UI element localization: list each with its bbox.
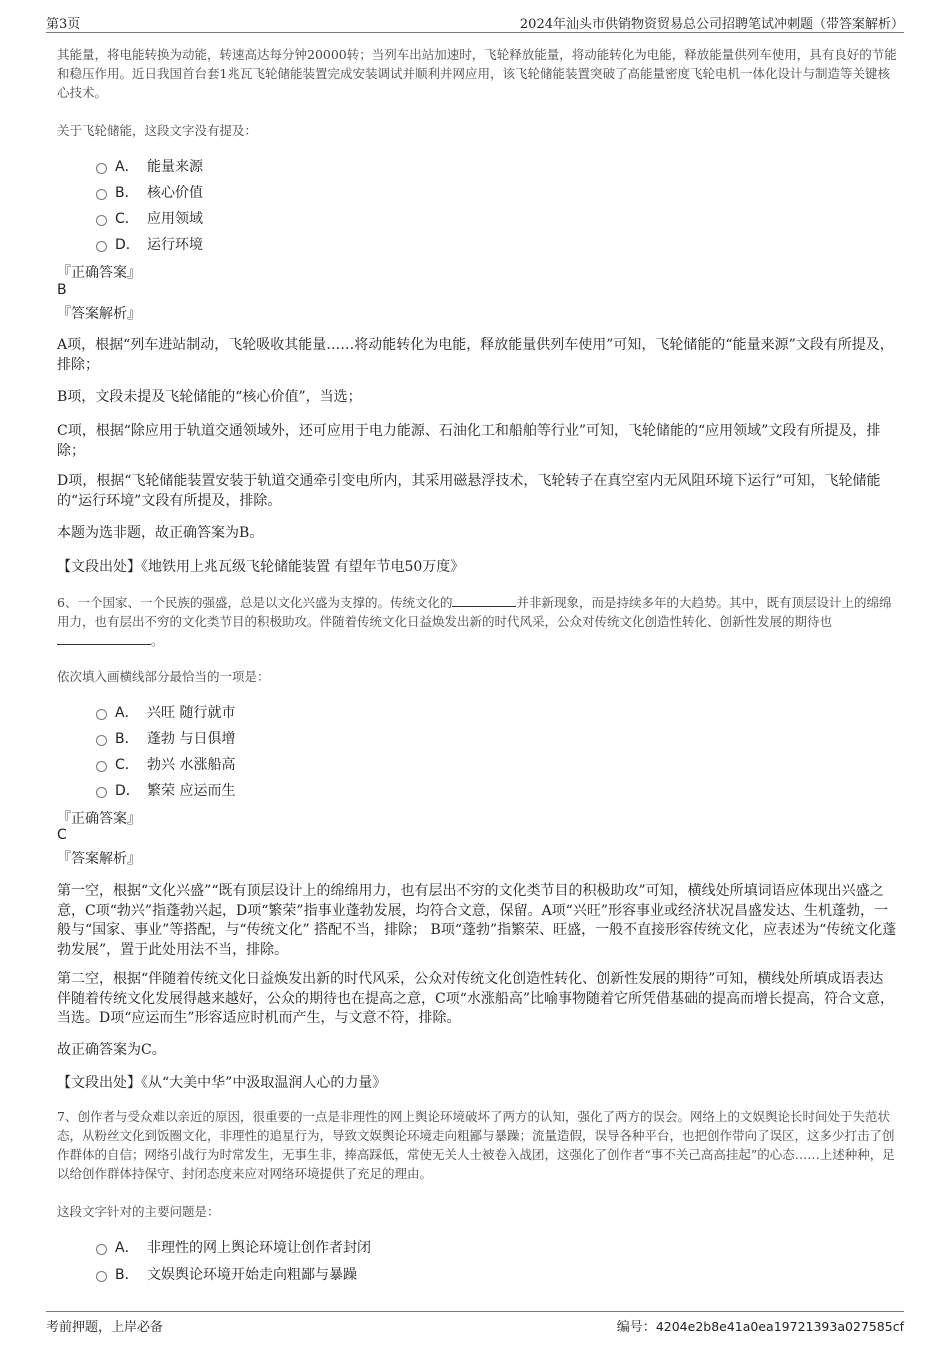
q6-stem: 依次填入画横线部分最恰当的一项是： [57,669,270,684]
radio-icon[interactable] [96,735,107,746]
q5-analysis-label: 『答案解析』 [57,306,141,322]
q7-stem: 这段文字针对的主要问题是： [57,1204,220,1219]
fill-blank-2 [57,632,151,645]
q6-conclusion: 故正确答案为C。 [57,1042,166,1058]
q6-source: 【文段出处】《从“大美中华”中汲取温润人心的力量》 [57,1075,387,1091]
fill-blank-1 [452,594,516,607]
q5-analysis-b: B项，文段未提及飞轮储能的“核心价值”，当选； [57,389,362,405]
page-footer [46,1311,904,1336]
q5-analysis-a: A项，根据“列车进站制动，飞轮吸收其能量……将动能转化为电能，释放能量供列车使用”可知，飞轮储能的“能量来源”文段有所提及，排除； [57,337,894,373]
q6-option-a[interactable]: A． 兴旺 随行就市 [96,702,235,722]
q5-stem: 关于飞轮储能，这段文字没有提及： [57,123,258,138]
q5-analysis-c: C项，根据“除应用于轨道交通领域外，还可应用于电力能源、石油化工和船舶等行业”可知，飞轮储能的“应用领域”文段有所提及，排除； [57,423,881,459]
document-title: 2024年汕头市供销物资贸易总公司招聘笔试冲刺题（带答案解析） [519,17,904,32]
q5-analysis-d: D项，根据“飞轮储能装置安装于轨道交通牵引变电所内，其采用磁悬浮技术，飞轮转子在真空室内无风阻环境下运行”可知，飞轮储能的“运行环境”文段有所提及，排除。 [57,473,881,509]
q7-passage: 7、创作者与受众难以亲近的原因，很重要的一点是非理性的网上舆论环境破坏了两方的认知，强化了两方的误会。网络上的文娱舆论长时间处于失范状态，从粉丝文化到饭圈文化，非理性的追星行为，导致文娱舆论环境走向粗鄙与暴躁；流量造假，误导各种平台，也把创作带向了误区，这多少打击了创作群体的自信；网络引战行为时常发生，无事生非，捧高踩低，常使无关人士被卷入战团，这强化了创作者“事不关己高高挂起”的心态……上述种种，足以给创作群体持保守、封闭态度来应对网络环境提供了充足的理由。 [57,1109,895,1181]
radio-icon[interactable] [96,787,107,798]
q5-option-a[interactable]: A． 能量来源 [96,156,203,176]
footer-slogan: 考前押题，上岸必备 [46,1320,164,1335]
page-number: 第3页 [46,17,81,32]
radio-icon[interactable] [96,241,107,252]
q5-source: 【文段出处】《地铁用上兆瓦级飞轮储能装置 有望年节电50万度》 [57,559,465,575]
radio-icon[interactable] [96,215,107,226]
radio-icon[interactable] [96,1244,107,1255]
q5-option-b[interactable]: B． 核心价值 [96,182,203,202]
footer-code: 编号：4204e2b8e41a0ea19721393a027585cf [616,1319,904,1335]
q7-option-a[interactable]: A． 非理性的网上舆论环境让创作者封闭 [96,1237,371,1257]
radio-icon[interactable] [96,709,107,720]
radio-icon[interactable] [96,163,107,174]
page-header [46,10,904,33]
q6-option-b[interactable]: B． 蓬勃 与日俱增 [96,728,235,748]
q5-answer-label: 『正确答案』 [57,265,141,281]
q5-conclusion: 本题为选非题，故正确答案为B。 [57,525,264,541]
q5-answer: B [57,282,67,298]
q6-answer-label: 『正确答案』 [57,811,141,827]
q6-option-c[interactable]: C． 勃兴 水涨船高 [96,754,235,774]
q5-option-d[interactable]: D． 运行环境 [96,234,203,254]
q5-passage-tail: 其能量，将电能转换为动能，转速高达每分钟20000转；当列车出站加速时，飞轮释放能量，将动能转化为电能，释放能量供列车使用，具有良好的节能和稳压作用。近日我国首台套1兆瓦飞轮储能装置完成安装调试并顺利并网应用，该飞轮储能装置突破了高能量密度飞轮电机一体化设计与制造等关键核心技术。 [57,47,897,100]
radio-icon[interactable] [96,189,107,200]
q6-option-d[interactable]: D． 繁荣 应运而生 [96,780,235,800]
q6-analysis-first-blank: 第一空，根据“文化兴盛”“既有顶层设计上的绵绵用力，也有层出不穷的文化类节目的积极助攻”可知，横线处所填词语应体现出兴盛之意，C项“勃兴”指蓬勃兴起，D项“繁荣”指事业蓬勃发展，均符合文意，保留。A项“兴旺”形容事业或经济状况昌盛发达、生机蓬勃，一般与“国家、事业”等搭配，与“传统文化” 搭配不当，排除； B项“蓬勃”指繁荣、旺盛，一般不直接形容传统文化，应表述为“传统文化蓬勃发展”，置于此处用法不当，排除。 [57,883,897,958]
radio-icon[interactable] [96,1271,107,1282]
q6-passage: 6、一个国家、一个民族的强盛，总是以文化兴盛为支撑的。传统文化的 并非新现象，而是持续多年的大趋势。其中，既有顶层设计上的绵绵用力，也有层出不穷的文化类节目的积极助攻。伴随着传统文化日益焕发出新的时代风采，公众对传统文化创造性转化、创新性发展的期待也。 [57,595,892,648]
q6-analysis-label: 『答案解析』 [57,851,141,867]
q6-answer: C [57,827,67,843]
q7-option-b[interactable]: B． 文娱舆论环境开始走向粗鄙与暴躁 [96,1264,357,1284]
q5-option-c[interactable]: C． 应用领域 [96,208,203,228]
radio-icon[interactable] [96,761,107,772]
q6-analysis-second-blank: 第二空，根据“伴随着传统文化日益焕发出新的时代风采，公众对传统文化创造性转化、创新性发展的期待”可知，横线处所填成语表达伴随着传统文化发展得越来越好，公众的期待也在提高之意，C项“水涨船高”比喻事物随着它所凭借基础的提高而增长提高，符合文意，当选。D项“应运而生”形容适应时机而产生，与文意不符，排除。 [57,971,895,1026]
